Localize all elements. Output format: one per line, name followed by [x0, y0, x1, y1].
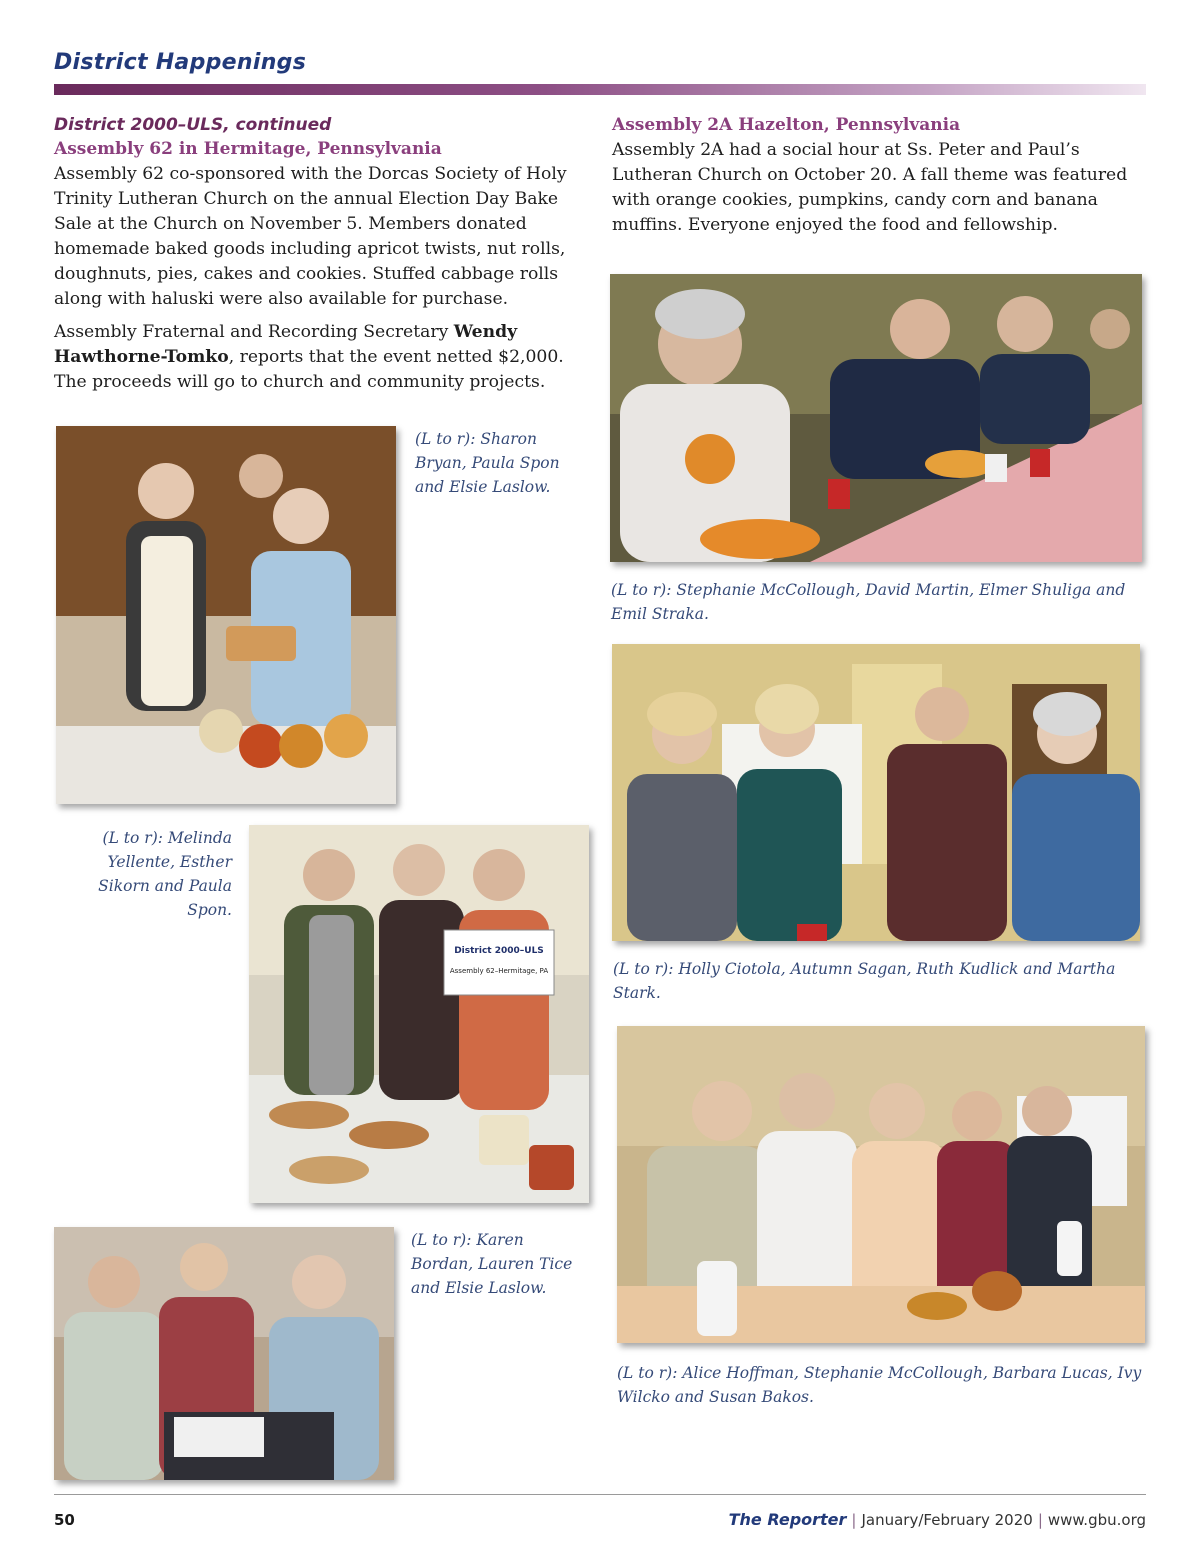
page-number: 50 — [54, 1511, 75, 1529]
photo-caption: (L to r): Holly Ciotola, Autumn Sagan, Ruth Kudlick and Martha Stark. — [613, 960, 1116, 1002]
photo-bake-sale-2 — [249, 825, 589, 1203]
publication-name: The Reporter — [728, 1510, 847, 1529]
section-title-bar — [54, 84, 1146, 95]
photo-illustration — [610, 274, 1142, 562]
article-paragraph — [54, 320, 592, 395]
photo-social-hour-1 — [610, 274, 1142, 562]
photo-caption: (L to r): Stephanie McCollough, David Martin, Elmer Shuliga and Emil Straka. — [611, 581, 1126, 623]
footer-separator: | — [1037, 1511, 1043, 1529]
photo-illustration — [249, 825, 589, 1203]
text-span: Assembly Fraternal and Recording Secretary — [54, 322, 454, 342]
photo-caption: (L to r): Sharon Bryan, Paula Spon and Elsie Laslow. — [415, 430, 560, 496]
right-article — [612, 113, 1150, 238]
photo-sign-line: District 2000–ULS — [454, 946, 544, 956]
footer-publication-info — [729, 1510, 1146, 1529]
photo-illustration — [617, 1026, 1145, 1343]
photo-bake-sale-3 — [54, 1227, 394, 1480]
article-kicker: District 2000–ULS, continued — [54, 115, 332, 135]
person-name: Wendy Hawthorne-Tomko — [54, 322, 518, 367]
issue-date: January/February 2020 — [861, 1511, 1033, 1529]
text-span: , reports that the event netted $2,000. The proceeds will go to church and community projects. — [54, 347, 564, 392]
photo-social-hour-3 — [617, 1026, 1145, 1343]
website-link[interactable]: www.gbu.org — [1047, 1511, 1146, 1529]
photo-caption: (L to r): Melinda Yellente, Esther Sikorn and Paula Spon. — [98, 829, 232, 919]
article-subhead-assembly-2a: Assembly 2A Hazelton, Pennsylvania — [612, 115, 961, 135]
article-paragraph: Assembly 62 co-sponsored with the Dorcas Society of Holy Trinity Lutheran Church on the annual Election Day Bake Sale at the Church on November 5. Members donated homemade baked goods including apricot twists, nut rolls, doughnuts, pies, cakes and cookies. Stuffed cabbage rolls along with haluski were also available for purchase. — [54, 164, 567, 309]
photo-illustration — [56, 426, 396, 804]
article-subhead-assembly-62: Assembly 62 in Hermitage, Pennsylvania — [54, 139, 442, 159]
photo-caption: (L to r): Karen Bordan, Lauren Tice and Elsie Laslow. — [411, 1231, 573, 1297]
photo-caption: (L to r): Alice Hoffman, Stephanie McCollough, Barbara Lucas, Ivy Wilcko and Susan Bakos. — [617, 1364, 1142, 1406]
left-article — [54, 113, 592, 395]
photo-illustration — [612, 644, 1140, 941]
footer-separator: | — [851, 1511, 857, 1529]
photo-illustration — [54, 1227, 394, 1480]
footer-rule — [54, 1494, 1146, 1495]
photo-sign-line: Assembly 62–Hermitage, PA — [449, 967, 549, 975]
photo-social-hour-2 — [612, 644, 1140, 941]
section-title: District Happenings — [54, 50, 307, 75]
photo-bake-sale-1 — [56, 426, 396, 804]
article-paragraph: Assembly 2A had a social hour at Ss. Peter and Paul’s Lutheran Church on October 20. A fall theme was featured with orange cookies, pumpkins, candy corn and banana muffins. Everyone enjoyed the food and fellowship. — [612, 140, 1128, 235]
